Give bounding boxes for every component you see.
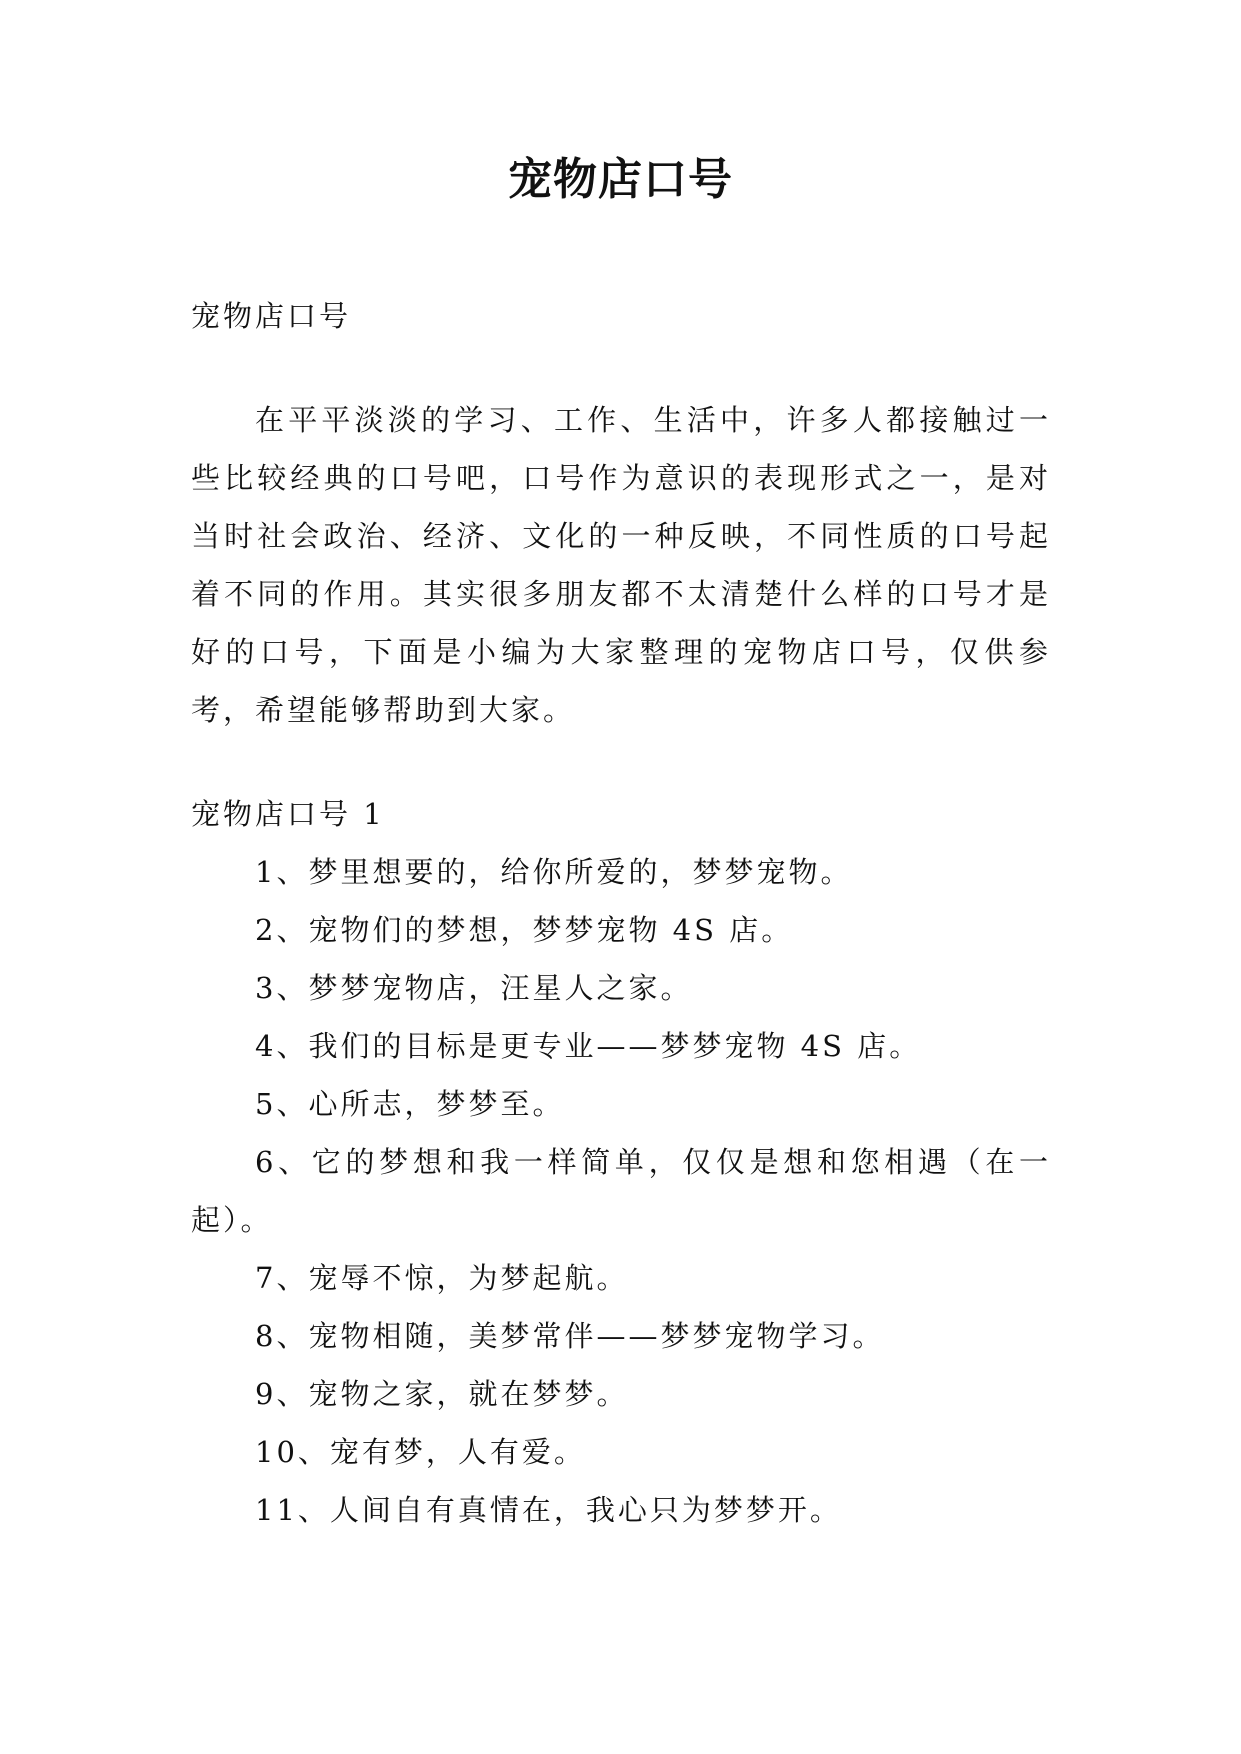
document-title: 宠物店口号 (508, 154, 733, 205)
section-heading: 宠物店口号 1 (191, 797, 385, 831)
slogan-item-6: 6、它的梦想和我一样简单，仅仅是想和您相遇（在一起）。 (191, 1145, 1051, 1237)
slogan-item-1: 1、梦里想要的，给你所爱的，梦梦宠物。 (255, 855, 853, 889)
slogan-item-4: 4、我们的目标是更专业——梦梦宠物 4S 店。 (255, 1029, 922, 1063)
document-subtitle: 宠物店口号 (191, 299, 352, 333)
slogan-item-5: 5、心所志，梦梦至。 (255, 1087, 565, 1121)
slogan-item-10: 10、宠有梦，人有爱。 (255, 1435, 586, 1469)
slogan-item-3: 3、梦梦宠物店，汪星人之家。 (255, 971, 693, 1005)
document-body (191, 287, 1051, 1539)
slogan-item-11: 11、人间自有真情在，我心只为梦梦开。 (255, 1493, 842, 1527)
slogan-item-2: 2、宠物们的梦想，梦梦宠物 4S 店。 (255, 913, 794, 947)
slogan-item-8: 8、宠物相随，美梦常伴——梦梦宠物学习。 (255, 1319, 885, 1353)
intro-paragraph: 在平平淡淡的学习、工作、生活中，许多人都接触过一些比较经典的口号吧，口号作为意识的表现形式之一，是对当时社会政治、经济、文化的一种反映，不同性质的口号起着不同的作用。其实很多朋友都不太清楚什么样的口号才是好的口号，下面是小编为大家整理的宠物店口号，仅供参考，希望能够帮助到大家。 (191, 403, 1051, 727)
slogan-item-9: 9、宠物之家，就在梦梦。 (255, 1377, 629, 1411)
slogan-item-7: 7、宠辱不惊，为梦起航。 (255, 1261, 629, 1295)
